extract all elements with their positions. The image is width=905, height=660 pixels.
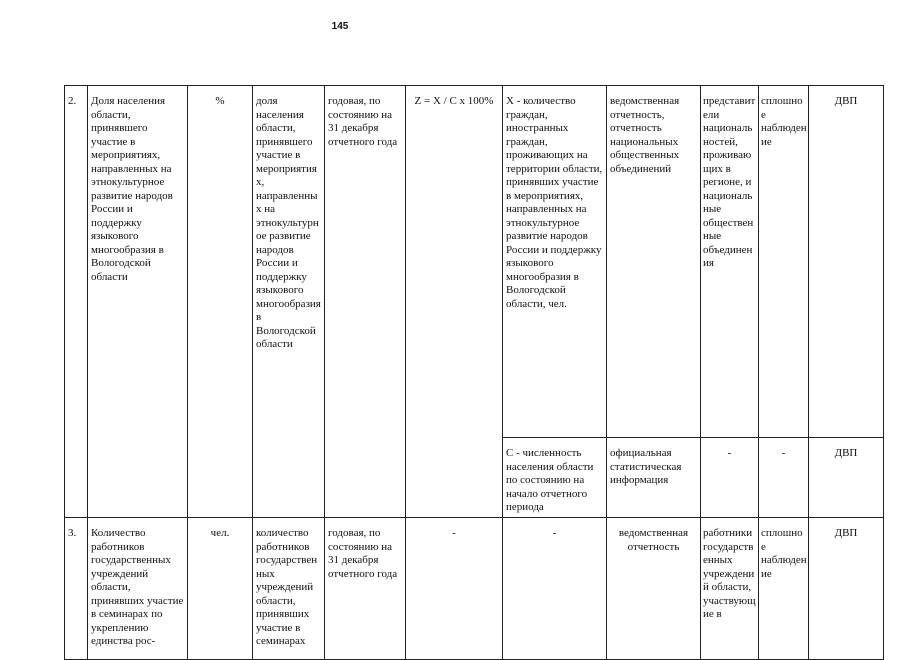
responsible-cell: ДВП	[809, 438, 884, 518]
periodicity-cell: годовая, по состоянию на 31 декабря отчетного года	[325, 518, 406, 660]
page-number: 145	[331, 21, 349, 32]
population-cell: представители национальностей, проживающих в регионе, и национальные общественные объединения	[701, 86, 759, 438]
formula-cell: -	[406, 518, 503, 660]
coverage-cell: -	[759, 438, 809, 518]
periodicity-cell: годовая, по состоянию на 31 декабря отчетного года	[325, 86, 406, 518]
collection-method-cell: ведомственная отчетность, отчетность национальных общественных объединений	[607, 86, 701, 438]
table-row	[65, 86, 884, 438]
indicator-name: Количество работников государственных учреждений области, принявших участие в семинарах по укреплению единства рос-	[88, 518, 188, 660]
row-number: 3.	[65, 518, 88, 660]
responsible-cell: ДВП	[809, 518, 884, 660]
basic-indicator-cell: С - численность населения области по состоянию на начало отчетного периода	[503, 438, 607, 518]
indicator-name: Доля населения области, принявшего участие в мероприятиях, направленных на этнокультурное развитие народов России и поддержку языкового многообразия в Вологодской области	[88, 86, 188, 518]
indicators-table	[64, 85, 884, 660]
unit-cell: %	[188, 86, 253, 518]
definition-cell: количество работников государственных учреждений области, принявших участие в семинарах	[253, 518, 325, 660]
collection-method-cell: официальная статистическая информация	[607, 438, 701, 518]
unit-cell: чел.	[188, 518, 253, 660]
formula-cell: Z = X / C x 100%	[406, 86, 503, 518]
basic-indicator-cell: X - количество граждан, иностранных граждан, проживающих на территории области, принявших участие в мероприятиях, направленных на этнокультурное развитие народов России и поддержку языкового многообразия в Вологодской области, чел.	[503, 86, 607, 438]
responsible-cell: ДВП	[809, 86, 884, 438]
collection-method-cell: ведомственная отчетность	[607, 518, 701, 660]
coverage-cell: сплошное наблюдение	[759, 86, 809, 438]
population-cell: работники государственных учреждений области, участвующие в	[701, 518, 759, 660]
row-number: 2.	[65, 86, 88, 518]
table-row	[65, 518, 884, 660]
coverage-cell: сплошное наблюдение	[759, 518, 809, 660]
basic-indicator-cell: -	[503, 518, 607, 660]
population-cell: -	[701, 438, 759, 518]
definition-cell: доля населения области, принявшего участие в мероприятиях, направленных на этнокультурное развитие народов России и поддержку языкового многообразия в Вологодской области	[253, 86, 325, 518]
